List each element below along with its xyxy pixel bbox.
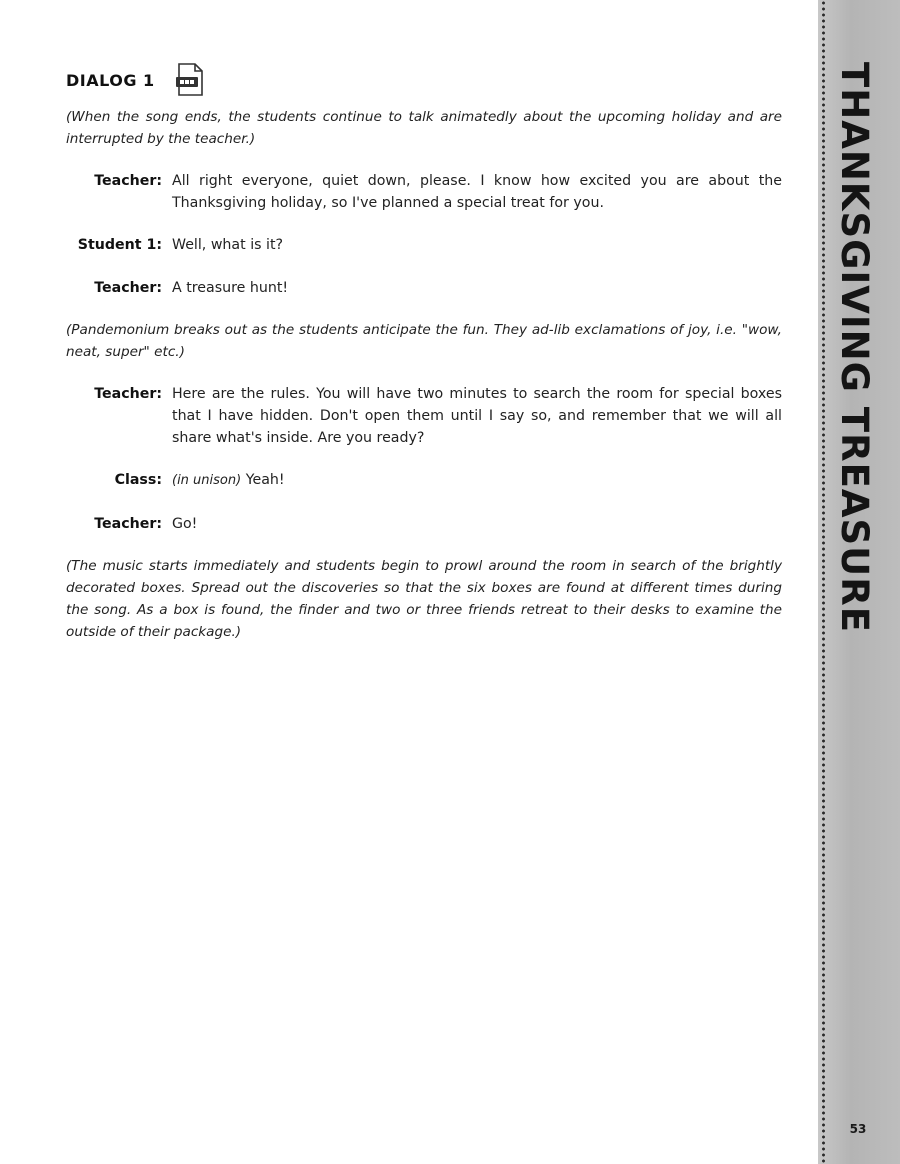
dialog-line-teacher-1: [66, 170, 782, 214]
speaker-label: Class:: [114, 472, 162, 488]
speech-text: Go!: [172, 516, 198, 532]
speaker-label: Teacher:: [94, 516, 162, 532]
speaker-label: Teacher:: [94, 386, 162, 402]
dialog-content: [66, 60, 782, 643]
dialog-line-teacher-4: [66, 513, 782, 535]
speech-words: Yeah!: [245, 472, 285, 488]
dialog-line-class: [66, 469, 782, 492]
speech-text: All right everyone, quiet down, please. I know how excited you are about the Thanksgiving holiday, so I've planned a special treat for you.: [172, 173, 782, 211]
speech-text: A treasure hunt!: [172, 280, 289, 296]
stage-direction-1: (When the song ends, the students continue to talk animatedly about the upcoming holiday and are interrupted by the teacher.): [66, 109, 782, 147]
stage-direction-2: (Pandemonium breaks out as the students anticipate the fun. They ad-lib exclamations of joy, i.e. "wow, neat, super" etc.): [66, 322, 782, 360]
pdf-file-icon[interactable]: [175, 63, 205, 97]
speech-text: Here are the rules. You will have two minutes to search the room for special boxes that I have hidden. Don't open them until I say so, and remember that we will all share what's inside. Are you ready?: [172, 386, 782, 446]
dialog-heading: DIALOG 1: [66, 70, 155, 90]
speech-text: [172, 469, 782, 492]
heading-row: [66, 60, 782, 100]
page-number: 53: [849, 1122, 867, 1136]
strip-dotted-border: [821, 0, 826, 1164]
stage-note: (in unison): [172, 473, 242, 488]
speaker-label: Teacher:: [94, 173, 162, 189]
dialog-line-teacher-3: [66, 383, 782, 449]
dialog-line-teacher-2: [66, 277, 782, 299]
speaker-label: Teacher:: [94, 280, 162, 296]
stage-direction-3: (The music starts immediately and students begin to prowl around the room in search of the brightly decorated boxes. Spread out the discoveries so that the six boxes are found at different times during the song. As a box is found, the finder and two or three friends retreat to their desks to examine the outside of their package.): [66, 558, 782, 640]
speech-text: Well, what is it?: [172, 237, 284, 253]
speaker-label: Student 1:: [77, 237, 162, 253]
chapter-title: THANKSGIVING TREASURE: [833, 62, 876, 633]
dialog-line-student-1: [66, 234, 782, 256]
